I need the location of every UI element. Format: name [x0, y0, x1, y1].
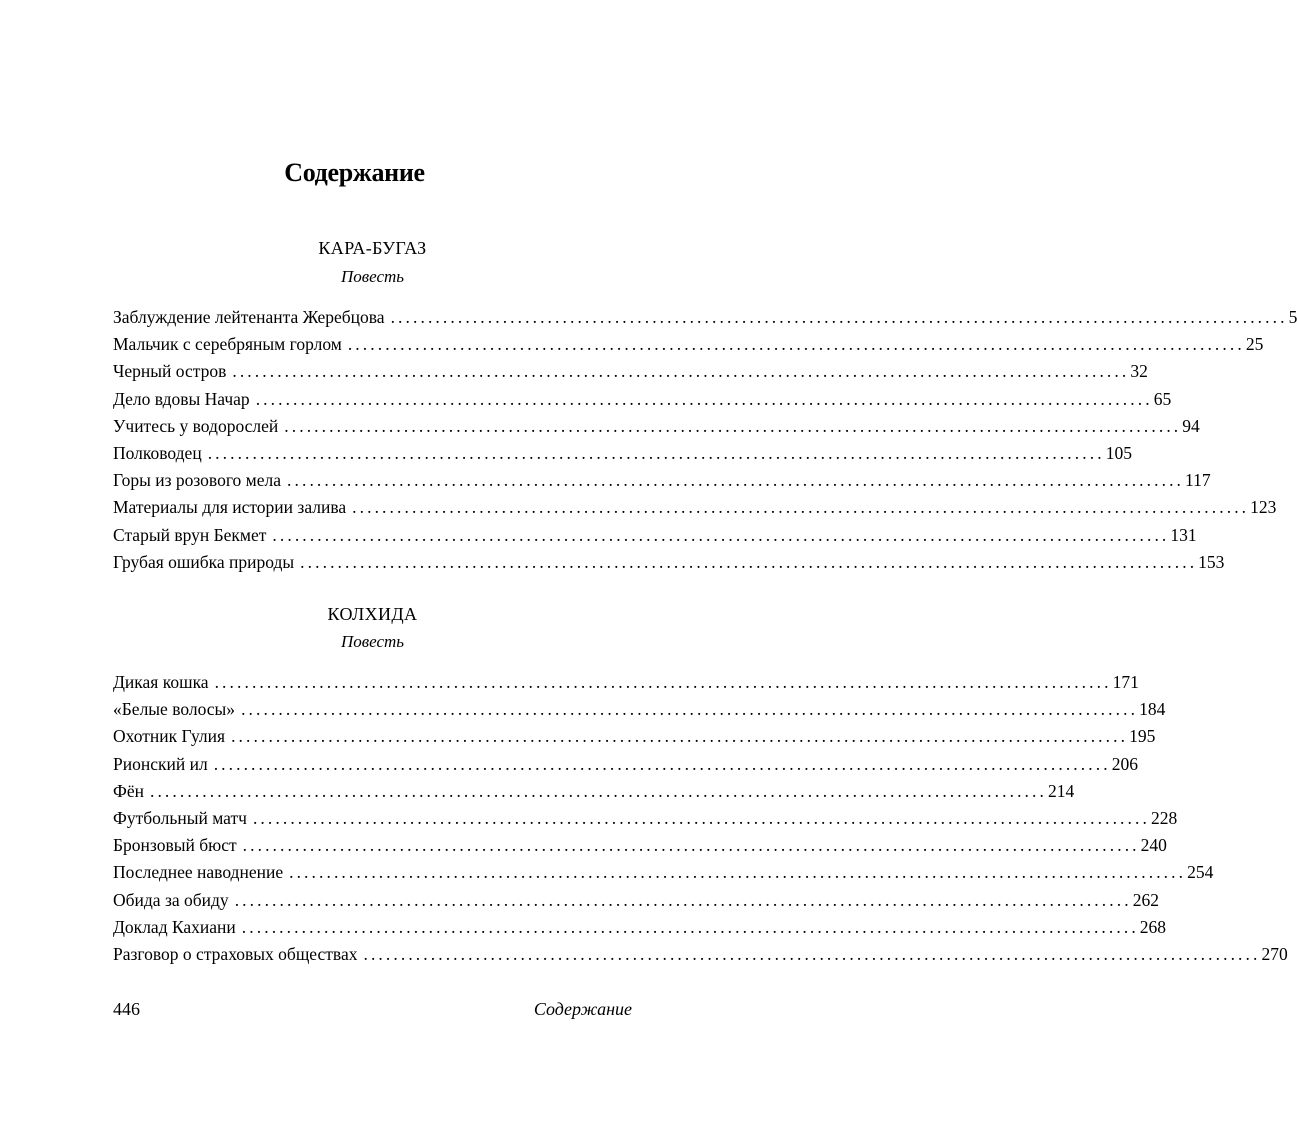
toc-entry[interactable] [113, 304, 1297, 331]
toc-entry-title: Черный остров [113, 361, 227, 382]
toc-entry[interactable] [113, 723, 1156, 750]
toc-entry-title: Бронзовый бюст [113, 835, 237, 856]
toc-entry-page: 270 [1261, 943, 1288, 964]
toc-entry[interactable] [113, 494, 1277, 521]
toc-entry[interactable] [113, 832, 1167, 859]
leader-dots: ........................................................................................................................ [232, 361, 1130, 382]
toc-entry-page: 123 [1250, 497, 1277, 518]
toc-entry[interactable] [113, 778, 1075, 805]
toc-entry-page: 171 [1112, 672, 1139, 692]
toc-entry-title: Дело вдовы Начар [113, 388, 250, 409]
toc-entry-page: 206 [1111, 753, 1138, 774]
toc-entry-title: Доклад Кахиани [113, 916, 236, 937]
toc-entry[interactable] [113, 805, 1178, 832]
leader-dots: ........................................................................................................................ [363, 943, 1261, 964]
toc-entry[interactable] [113, 413, 1200, 440]
toc-entry[interactable] [113, 751, 1138, 778]
toc-entry-title: Дикая кошка [113, 672, 209, 692]
leader-dots: ........................................................................................................................ [242, 835, 1140, 856]
toc-entry-title: Охотник Гулия [113, 726, 226, 747]
toc-entry-page: 195 [1129, 726, 1156, 747]
leader-dots: ........................................................................................................................ [289, 862, 1187, 883]
toc-entry[interactable] [113, 440, 1132, 467]
toc-entry[interactable] [113, 887, 1159, 914]
section-subtitle-kolkhida: Повесть [340, 632, 405, 651]
leader-dots: ........................................................................................................................ [149, 780, 1047, 801]
toc-entry[interactable] [113, 859, 1214, 886]
toc-entry-title: Заблуждение лейтенанта Жеребцова [113, 307, 385, 327]
leader-dots: ........................................................................................................................ [234, 889, 1132, 910]
leader-dots: ........................................................................................................................ [272, 524, 1170, 545]
leader-dots: ........................................................................................................................ [352, 497, 1250, 518]
toc-entry-page: 32 [1130, 361, 1148, 382]
page-title: Содержание [284, 158, 425, 187]
toc-entry[interactable] [113, 386, 1172, 413]
section-heading-kara-bugaz: КАРА-БУГАЗ [318, 238, 427, 258]
leader-dots: ........................................................................................................................ [255, 388, 1153, 409]
leader-dots: ........................................................................................................................ [241, 916, 1139, 937]
leader-dots: ........................................................................................................................ [347, 334, 1245, 355]
toc-list-kara-bugaz [113, 304, 1297, 576]
toc-entry-page: 228 [1150, 807, 1178, 828]
toc-entry-page: 214 [1047, 780, 1075, 801]
toc-entry[interactable] [113, 549, 1225, 576]
toc-entry-page: 94 [1182, 415, 1200, 436]
toc-entry-title: Горы из розового мела [113, 470, 282, 491]
leader-dots: ........................................................................................................................ [300, 551, 1198, 572]
toc-entry[interactable] [113, 522, 1197, 549]
toc-entry[interactable] [113, 331, 1264, 358]
leader-dots: ........................................................................................................................ [207, 442, 1105, 463]
toc-entry-title: Материалы для истории залива [113, 497, 347, 518]
toc-entry[interactable] [113, 669, 1139, 696]
leader-dots: ........................................................................................................................ [287, 470, 1185, 491]
toc-entry-page: 254 [1187, 862, 1214, 883]
toc-list-kolkhida [113, 669, 1288, 968]
toc-entry[interactable] [113, 914, 1167, 941]
section-subtitle-kara-bugaz: Повесть [340, 267, 405, 286]
leader-dots: ........................................................................................................................ [284, 415, 1182, 436]
toc-entry-page: 268 [1139, 916, 1167, 937]
toc-entry-title: Обида за обиду [113, 889, 229, 910]
toc-entry-page: 153 [1198, 551, 1225, 572]
toc-entry-page: 25 [1245, 334, 1264, 355]
toc-entry[interactable] [113, 467, 1211, 494]
toc-entry-title: Футбольный матч [113, 807, 247, 828]
toc-entry-title: Мальчик с серебряным горлом [113, 334, 342, 355]
toc-entry-title: Старый врун Бекмет [113, 524, 267, 545]
section-heading-kolkhida: КОЛХИДА [327, 604, 418, 624]
toc-entry-page: 65 [1153, 388, 1172, 409]
toc-entry-title: Последнее наводнение [113, 862, 284, 883]
toc-entry-title: Рионский ил [113, 753, 208, 774]
footer-section-name: Содержание [533, 999, 632, 1019]
footer-page-number: 446 [113, 999, 140, 1019]
toc-entry-page: 184 [1139, 699, 1166, 720]
toc-entry-page: 131 [1170, 524, 1197, 545]
toc-entry[interactable] [113, 358, 1148, 385]
toc-entry[interactable] [113, 941, 1288, 968]
toc-entry-page: 117 [1185, 470, 1211, 491]
leader-dots: ........................................................................................................................ [231, 726, 1129, 747]
toc-entry-title: Разговор о страховых обществах [113, 943, 358, 964]
running-footer [113, 999, 632, 1020]
leader-dots: ........................................................................................................................ [241, 699, 1139, 720]
leader-dots: ........................................................................................................................ [252, 807, 1150, 828]
toc-entry-title: Фён [113, 780, 144, 801]
toc-entry-page: 262 [1132, 889, 1159, 910]
toc-entry-page: 5 [1288, 307, 1297, 327]
toc-entry-title: Полководец [113, 442, 202, 463]
toc-entry-title: «Белые волосы» [113, 699, 236, 720]
leader-dots: ........................................................................................................................ [213, 753, 1111, 774]
leader-dots: ........................................................................................................................ [390, 307, 1288, 327]
toc-entry[interactable] [113, 696, 1166, 723]
toc-entry-title: Грубая ошибка природы [113, 551, 295, 572]
toc-entry-title: Учитесь у водорослей [113, 415, 279, 436]
toc-entry-page: 240 [1140, 835, 1167, 856]
leader-dots: ........................................................................................................................ [214, 672, 1112, 692]
toc-entry-page: 105 [1105, 442, 1132, 463]
